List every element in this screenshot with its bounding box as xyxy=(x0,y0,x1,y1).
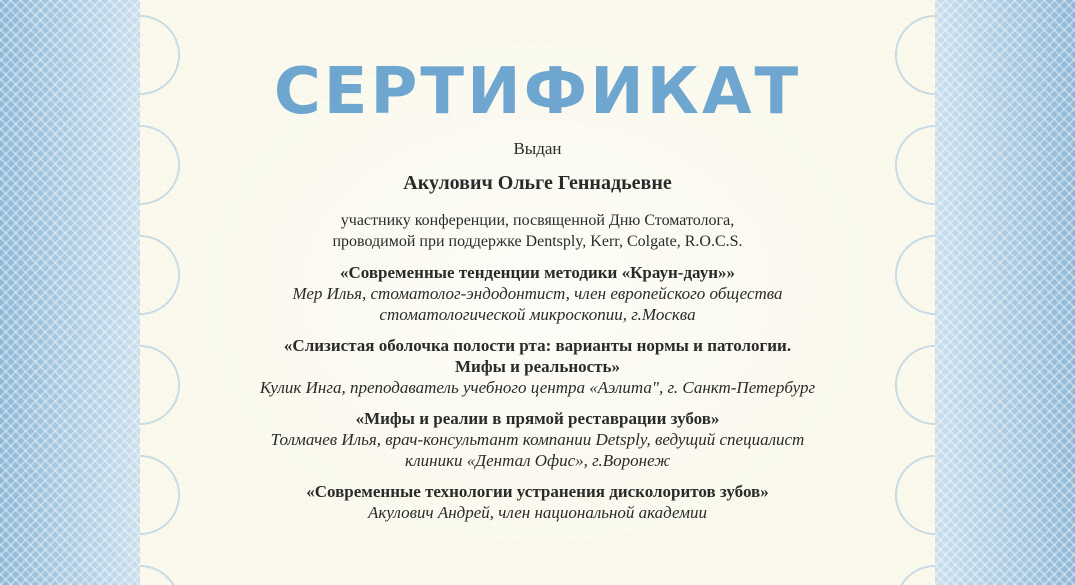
talk-title: «Мифы и реалии в прямой реставрации зубов» xyxy=(355,409,720,428)
recipient-name: Акулович Ольге Геннадьевне xyxy=(403,172,672,194)
talk-speaker: стоматологической микроскопии, г.Москва xyxy=(379,305,696,324)
talk-speaker: Мер Илья, стоматолог-эндодонтист, член европейского общества xyxy=(292,284,783,303)
talk-speaker: Кулик Инга, преподаватель учебного центра «Аэлита", г. Санкт-Петербург xyxy=(259,378,816,397)
talk-3 xyxy=(180,408,895,471)
talk-1 xyxy=(180,262,895,325)
intro-line-1: участнику конференции, посвященной Дню Стоматолога, xyxy=(340,212,735,229)
talk-2 xyxy=(180,335,895,398)
intro-line-2: проводимой при поддержке Dentsply, Kerr, Colgate, R.O.C.S. xyxy=(332,233,743,250)
certificate-title: СЕРТИФИКАТ xyxy=(273,55,802,129)
talk-title: «Современные технологии устранения дисколоритов зубов» xyxy=(306,482,769,501)
certificate-content xyxy=(180,0,895,585)
talk-speaker: клиники «Дентал Офис», г.Воронеж xyxy=(404,451,671,470)
conference-intro xyxy=(180,210,895,252)
talk-title: «Современные тенденции методики «Краун-даун»» xyxy=(340,263,735,282)
talk-4 xyxy=(180,481,895,523)
talk-speaker: Акулович Андрей, член национальной академии xyxy=(368,503,707,522)
talk-title: «Слизистая оболочка полости рта: варианты нормы и патологии. xyxy=(283,336,792,355)
issued-label: Выдан xyxy=(513,139,562,158)
talk-title: Мифы и реальность» xyxy=(454,357,621,376)
talk-speaker: Толмачев Илья, врач-консультант компании Detsply, ведущий специалист xyxy=(270,430,805,449)
